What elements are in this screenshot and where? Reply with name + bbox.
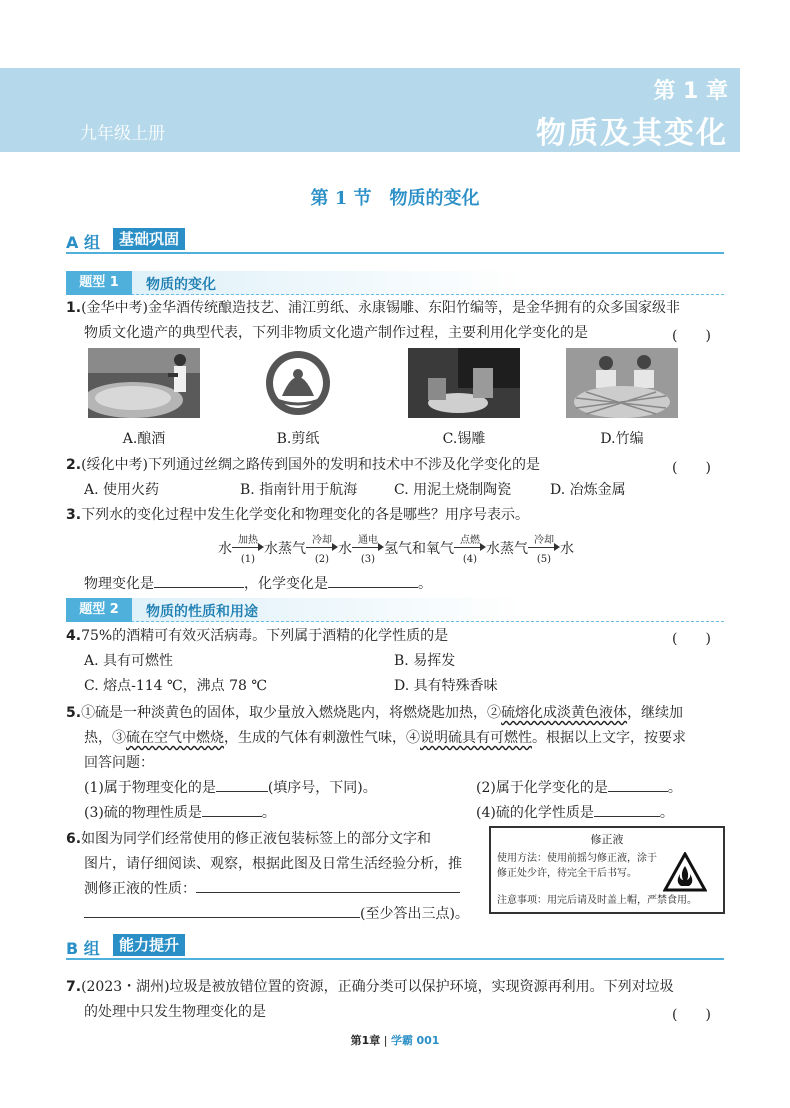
type-2-header <box>66 598 724 622</box>
chain-arrow-5-condition: 冷却 <box>534 535 554 546</box>
question-5-text-1a: ①硫是一种淡黄色的固体，取少量放入燃烧匙内，将燃烧匙加热，② <box>81 705 502 721</box>
question-5-text-1b: 硫熔化成淡黄色液体 <box>501 705 628 721</box>
question-3-end: 。 <box>418 576 432 592</box>
question-4-option-c: C. 熔点-114 ℃，沸点 78 ℃ <box>84 678 268 694</box>
question-3-physical-label: 物理变化是 <box>84 576 154 592</box>
chain-arrow-2 <box>306 535 338 565</box>
question-5-part-2-blank[interactable] <box>608 778 668 792</box>
question-1-option-c: C.锡雕 <box>442 431 486 447</box>
footer-separator: | <box>383 1034 388 1047</box>
question-2-option-a: A. 使用火药 <box>84 482 160 498</box>
footer-chapter: 第1章 <box>350 1034 381 1047</box>
group-b-header <box>66 934 724 960</box>
chain-arrow-4-condition: 点燃 <box>460 535 480 546</box>
chain-arrow-3-index: (3) <box>360 554 376 565</box>
question-6-text-3: 测修正液的性质： <box>84 881 196 897</box>
chain-arrow-1-index: (1) <box>240 554 256 565</box>
chain-state-4: 水蒸气 <box>486 541 528 557</box>
grade-label: 九年级上册 <box>80 124 165 144</box>
chain-arrow-4-index: (4) <box>462 554 478 565</box>
chain-state-0: 水 <box>218 541 232 557</box>
question-1-option-d: D.竹编 <box>600 431 644 447</box>
question-3-text: 下列水的变化过程中发生化学变化和物理变化的各是哪些？用序号表示。 <box>81 507 530 523</box>
question-6-line-1 <box>66 829 431 849</box>
chain-state-1: 水蒸气 <box>264 541 306 557</box>
chapter-title: 物质及其变化 <box>536 116 728 151</box>
question-5-part-3 <box>84 803 276 823</box>
question-5-text-2a: 热，③ <box>84 730 126 746</box>
water-change-chain <box>218 535 574 565</box>
footer-brand: 学霸 <box>390 1034 413 1047</box>
question-6-line-3 <box>84 879 460 899</box>
photo-bamboo-weaving <box>566 348 678 418</box>
label-title: 修正液 <box>590 833 624 846</box>
question-1-text-2: 物质文化遗产的典型代表，下列非物质文化遗产制作过程，主要利用化学变化的是 <box>84 325 588 341</box>
chain-state-3: 氢气和氧气 <box>384 541 454 557</box>
question-6-line-4 <box>84 904 469 924</box>
question-6-text-4: (至少答出三点)。 <box>360 906 469 922</box>
group-b-letter: B 组 <box>66 939 100 958</box>
question-5-part-2-label: (2)属于化学变化的是 <box>476 780 608 796</box>
question-5-part-2 <box>476 778 682 798</box>
question-5-part-3-blank[interactable] <box>202 803 262 817</box>
question-1-answer-paren[interactable]: ( ) <box>672 328 711 344</box>
question-2-stem <box>66 455 540 475</box>
question-5-part-1-label: (1)属于物理变化的是 <box>84 780 216 796</box>
chain-state-5: 水 <box>560 541 574 557</box>
question-7-answer-paren[interactable]: ( ) <box>672 1007 711 1023</box>
chapter-number: 第 1 章 <box>653 79 728 104</box>
type-1-name: 物质的变化 <box>146 277 216 293</box>
question-4-option-d: D. 具有特殊香味 <box>394 678 498 694</box>
question-5-text-2d: 说明硫具有可燃性 <box>420 730 532 746</box>
question-4-option-b: B. 易挥发 <box>394 653 456 669</box>
chain-arrow-3-condition: 通电 <box>358 535 378 546</box>
type-2-name: 物质的性质和用途 <box>146 604 258 620</box>
question-2-option-c: C. 用泥土烧制陶瓷 <box>394 482 512 498</box>
question-2-option-b: B. 指南针用于航海 <box>240 482 358 498</box>
question-6-blank-2[interactable] <box>84 904 360 918</box>
question-5-part-4-label: (4)硫的化学性质是 <box>476 805 594 821</box>
flammable-warning-icon <box>663 852 707 892</box>
question-3-answer-line <box>84 574 432 594</box>
type-2-tag: 题型 2 <box>66 598 132 622</box>
question-4-option-a: A. 具有可燃性 <box>84 653 174 669</box>
question-7-line-2: 的处理中只发生物理变化的是 <box>84 1004 266 1020</box>
question-5-part-4-blank[interactable] <box>594 803 660 817</box>
question-1-option-b: B.剪纸 <box>276 431 320 447</box>
chain-arrow-1 <box>232 535 264 565</box>
question-5-text-2c: ，生成的气体有刺激性气味，④ <box>224 730 420 746</box>
label-note: 注意事项：用完后请及时盖上帽，严禁食用。 <box>497 895 697 906</box>
question-2-text: (绥化中考)下列通过丝绸之路传到国外的发明和技术中不涉及化学变化的是 <box>81 457 540 473</box>
question-5-line-2 <box>84 728 686 748</box>
question-5-part-3-label: (3)硫的物理性质是 <box>84 805 202 821</box>
group-a-header <box>66 228 724 254</box>
page-footer <box>0 1032 790 1048</box>
chain-arrow-1-condition: 加热 <box>238 535 258 546</box>
question-1-line-2 <box>84 323 588 343</box>
group-a-name: 基础巩固 <box>113 228 185 250</box>
chain-state-2: 水 <box>338 541 352 557</box>
question-1-number: 1. <box>66 300 82 316</box>
chain-arrow-5 <box>528 535 560 565</box>
question-4-stem <box>66 626 448 646</box>
question-5-number: 5. <box>66 705 82 721</box>
question-2-number: 2. <box>66 457 82 473</box>
question-5-text-2b: 硫在空气中燃烧 <box>126 730 224 746</box>
question-1-text-1: (金华中考)金华酒传统酿造技艺、浦江剪纸、永康锡雕、东阳竹编等，是金华拥有的众多国家级非 <box>81 300 680 316</box>
question-4-answer-paren[interactable]: ( ) <box>672 631 711 647</box>
chain-arrow-2-index: (2) <box>314 554 330 565</box>
question-5-part-2-end: 。 <box>667 780 682 796</box>
question-6-line-2: 图片，请仔细阅读、观察，根据此图及日常生活经验分析，推 <box>84 856 462 872</box>
question-5-part-1-blank[interactable] <box>216 778 268 792</box>
photo-tin-carving <box>408 348 520 418</box>
page-number: 001 <box>416 1034 440 1047</box>
question-5-part-4 <box>476 803 674 823</box>
question-6-text-1: 如图为同学们经常使用的修正液包装标签上的部分文字和 <box>81 831 432 847</box>
question-3-chemical-label: ，化学变化是 <box>244 576 328 592</box>
question-2-option-d: D. 冶炼金属 <box>550 482 626 498</box>
group-b-name: 能力提升 <box>113 934 185 956</box>
question-5-part-3-end: 。 <box>261 805 276 821</box>
question-7-text-1: (2023・湖州)垃圾是被放错位置的资源，正确分类可以保护环境，实现资源再利用。下列对垃圾 <box>81 979 674 995</box>
chain-arrow-3 <box>352 535 384 565</box>
question-3-number: 3. <box>66 507 82 523</box>
chain-arrow-4 <box>454 535 486 565</box>
photo-paper-cutting <box>242 348 354 418</box>
question-3-chemical-blank[interactable] <box>328 574 418 588</box>
question-3-physical-blank[interactable] <box>154 574 244 588</box>
question-5-line-3: 回答问题： <box>84 755 154 771</box>
question-5-part-1-note: (填序号，下同)。 <box>267 780 377 796</box>
question-5-part-1 <box>84 778 377 798</box>
question-5-part-4-end: 。 <box>659 805 674 821</box>
type-1-tag: 题型 1 <box>66 271 132 295</box>
group-a-letter: A 组 <box>66 233 100 252</box>
chain-arrow-5-index: (5) <box>536 554 552 565</box>
label-usage: 使用方法：使用前摇匀修正液，涂于修正处少许，待完全干后书写。 <box>497 853 657 879</box>
type-1-header <box>66 271 724 295</box>
question-7-line-1 <box>66 977 674 997</box>
question-5-line-1 <box>66 703 683 723</box>
question-6-blank-1[interactable] <box>196 879 460 893</box>
section-title: 第 1 节 物质的变化 <box>310 188 480 209</box>
question-5-text-1c: ，继续加 <box>627 705 684 721</box>
question-3-stem <box>66 505 529 525</box>
question-6-number: 6. <box>66 831 82 847</box>
question-2-answer-paren[interactable]: ( ) <box>672 460 711 476</box>
correction-fluid-label <box>489 826 725 914</box>
question-1-option-a: A.酿酒 <box>122 431 166 447</box>
question-5-text-2e: 。根据以上文字，按要求 <box>532 730 686 746</box>
chain-arrow-2-condition: 冷却 <box>312 535 332 546</box>
question-4-number: 4. <box>66 628 82 644</box>
question-7-number: 7. <box>66 979 82 995</box>
question-1-line-1 <box>66 298 680 318</box>
question-4-text: 75%的酒精可有效灭活病毒。下列属于酒精的化学性质的是 <box>81 628 449 644</box>
photo-brewing <box>88 348 200 418</box>
